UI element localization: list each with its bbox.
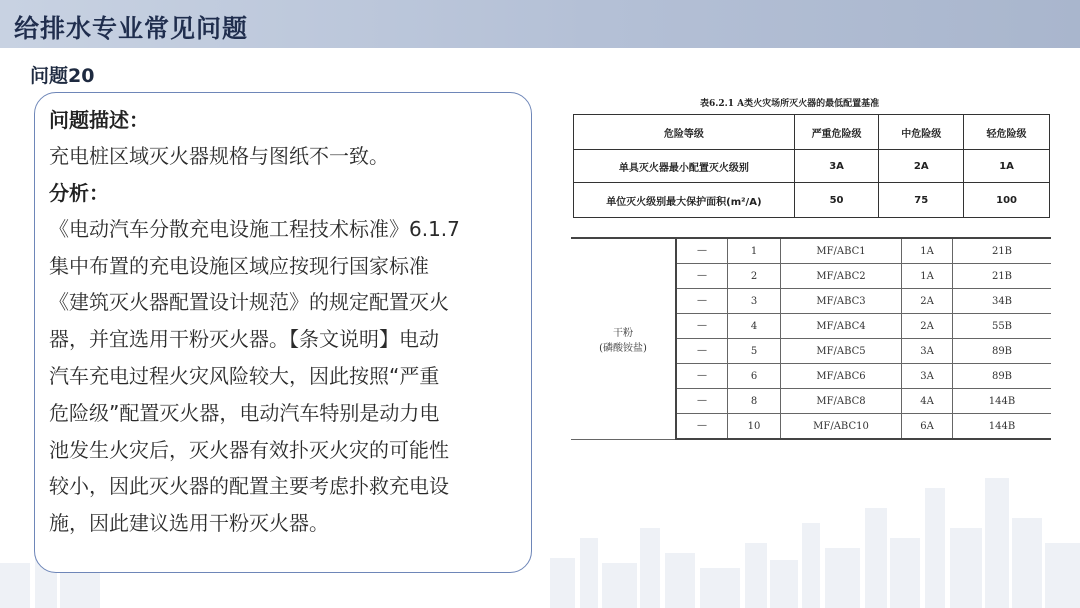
table-cell: 5 — [728, 339, 781, 364]
table-cell: MF/ABC2 — [781, 264, 902, 289]
table-cell: 100 — [964, 183, 1050, 218]
table-cell: 144B — [953, 389, 1052, 414]
analysis-line: 《电动汽车分散充电设施工程技术标准》6.1.7 — [49, 216, 460, 241]
table-cell: 89B — [953, 339, 1052, 364]
analysis-line: 危险级”配置灭火器，电动汽车特别是动力电 — [49, 400, 440, 425]
table-cell: — — [676, 339, 728, 364]
table-cell: 10 — [728, 414, 781, 440]
table-cell: 4A — [902, 389, 953, 414]
table-cell: MF/ABC5 — [781, 339, 902, 364]
table-cell: 3A — [794, 150, 879, 183]
table-cell: 1A — [902, 264, 953, 289]
content-box — [34, 92, 532, 573]
table-cell: — — [676, 314, 728, 339]
table-cell: 2A — [879, 150, 964, 183]
analysis-line: 《建筑灭火器配置设计规范》的规定配置灭火 — [49, 290, 449, 315]
table-cell: 3 — [728, 289, 781, 314]
table-cell: 89B — [953, 364, 1052, 389]
table-header-cell: 轻危险级 — [964, 115, 1050, 150]
table-cell: 3A — [902, 339, 953, 364]
table-cell: 6A — [902, 414, 953, 440]
page-title: 给排水专业常见问题 — [14, 14, 249, 43]
table-cell: MF/ABC10 — [781, 414, 902, 440]
description-title: 问题描述： — [49, 108, 149, 132]
table-cell: MF/ABC3 — [781, 289, 902, 314]
table-cell: 1A — [902, 238, 953, 264]
table-cell: MF/ABC4 — [781, 314, 902, 339]
table-header-cell: 中危险级 — [879, 115, 964, 150]
analysis-line: 器，并宜选用干粉灭火器。【条文说明】电动 — [49, 327, 439, 352]
table-cell: 2A — [902, 314, 953, 339]
table-cell: — — [676, 289, 728, 314]
header-bar — [0, 0, 1080, 48]
analysis-title: 分析： — [49, 180, 109, 205]
table-cell: — — [676, 238, 728, 264]
table-cell: 2A — [902, 289, 953, 314]
question-number: 问题20 — [30, 65, 95, 87]
table-cell: 单具灭火器最小配置灭火级别 — [574, 150, 795, 183]
table-cell: 50 — [794, 183, 879, 218]
table-cell: 2 — [728, 264, 781, 289]
table-cell: — — [676, 414, 728, 440]
analysis-line: 施，因此建议选用干粉灭火器。 — [49, 511, 329, 536]
table-cell: 单位灭火级别最大保护面积(m²/A) — [574, 183, 795, 218]
table-cell: 34B — [953, 289, 1052, 314]
table-header-cell: 严重危险级 — [794, 115, 879, 150]
table-row — [574, 150, 1050, 183]
type-label: 干粉 — [613, 327, 633, 339]
table-row — [571, 238, 1051, 264]
table-caption: 表6.2.1 A类火灾场所灭火器的最低配置基准 — [700, 99, 880, 109]
table-cell: 21B — [953, 238, 1052, 264]
table-cell: 1 — [728, 238, 781, 264]
analysis-line: 汽车充电过程火灾风险较大，因此按照“严重 — [49, 363, 440, 388]
table-cell: 55B — [953, 314, 1052, 339]
analysis-line: 较小，因此灭火器的配置主要考虑扑救充电设 — [49, 474, 449, 499]
type-sublabel: (磷酸铵盐) — [599, 342, 647, 354]
table-cell: 4 — [728, 314, 781, 339]
type-label-cell — [571, 238, 676, 439]
table-row — [574, 183, 1050, 218]
table-cell: — — [676, 364, 728, 389]
description-text: 充电桩区域灭火器规格与图纸不一致。 — [49, 144, 389, 168]
analysis-line: 池发生火灾后，灭火器有效扑灭火灾的可能性 — [49, 437, 449, 462]
table-cell: 8 — [728, 389, 781, 414]
table-cell: 144B — [953, 414, 1052, 440]
table-header-row — [574, 115, 1050, 150]
table-cell: MF/ABC1 — [781, 238, 902, 264]
table-cell: 21B — [953, 264, 1052, 289]
table-cell: 1A — [964, 150, 1050, 183]
table-cell: — — [676, 264, 728, 289]
fire-rating-table — [573, 114, 1050, 218]
table-cell: MF/ABC8 — [781, 389, 902, 414]
table-cell: 75 — [879, 183, 964, 218]
table-cell: MF/ABC6 — [781, 364, 902, 389]
extinguisher-spec-table — [571, 237, 1051, 440]
table-cell: — — [676, 389, 728, 414]
table-cell: 6 — [728, 364, 781, 389]
analysis-line: 集中布置的充电设施区域应按现行国家标准 — [49, 253, 429, 278]
table-cell: 3A — [902, 364, 953, 389]
table-header-cell: 危险等级 — [574, 115, 795, 150]
